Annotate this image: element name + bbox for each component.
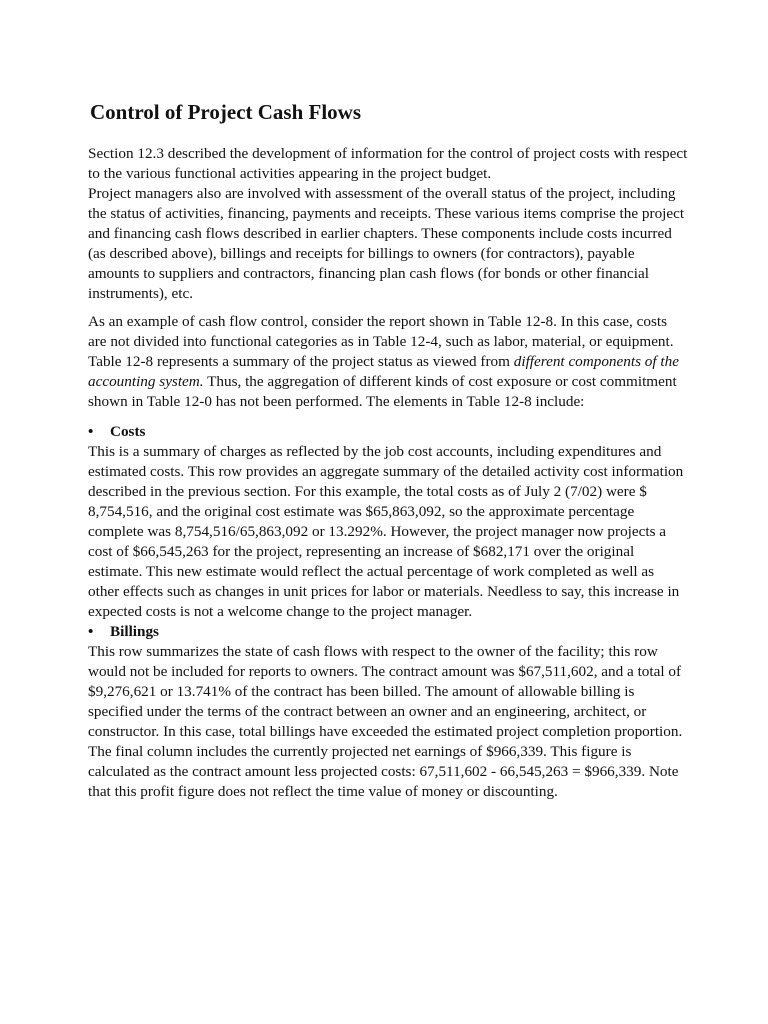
paragraph-text-after-italic: Thus, the aggregation of different kinds of cost exposure or cost commitment shown in Table 12-0 has not been performed. The elements in Table 12-8 include:	[88, 373, 677, 410]
bullet-heading-row	[88, 422, 688, 442]
bullet-billings	[88, 622, 688, 802]
document-page	[88, 98, 688, 802]
paragraph-project-status: Project managers also are involved with assessment of the overall status of the project, including the status of activities, financing, payments and receipts. These various items comprise the project and financing cash flows described in earlier chapters. These components include costs incurred (as described above), billings and receipts for billings to owners (for contractors), payable amounts to suppliers and contractors, financing plan cash flows (for bonds or other financial instruments), etc.	[88, 185, 685, 302]
paragraph-section-intro: Section 12.3 described the development of information for the control of project costs with respect to the various functional activities appearing in the project budget.	[88, 145, 688, 182]
bullet-costs	[88, 422, 688, 622]
bullet-body-costs: This is a summary of charges as reflected by the job cost accounts, including expenditures and estimated costs. This row provides an aggregate summary of the detailed activity cost information described in the previous section. For this example, the total costs as of July 2 (7/02) were $ 8,754,516, and the original cost estimate was $65,863,092, so the approximate percentage complete was 8,754,516/65,863,092 or 13.292%. However, the project manager now projects a cost of $66,545,263 for the project, representing an increase of $682,171 over the original estimate. This new estimate would reflect the actual percentage of work completed as well as other effects such as changes in unit prices for labor or materials. Needless to say, this increase in expected costs is not a welcome change to the project manager.	[88, 443, 684, 620]
bullet-body-billings: This row summarizes the state of cash flows with respect to the owner of the facility; this row would not be included for reports to owners. The contract amount was $67,511,602, and a total of $9,276,621 or 13.741% of the contract has been billed. The amount of allowable billing is specified under the terms of the contract between an owner and an engineering, architect, or constructor. In this case, total billings have exceeded the estimated project completion proportion. The final column includes the currently projected net earnings of $966,339. This figure is calculated as the contract amount less projected costs: 67,511,602 - 66,545,263 = $966,339. Note that this profit figure does not reflect the time value of money or discounting.	[88, 643, 683, 800]
bullet-marker: •	[88, 423, 94, 440]
document-title: Control of Project Cash Flows	[90, 100, 362, 124]
paragraph-italic-text: different components of the accounting system.	[88, 353, 679, 390]
bullet-heading-billings: Billings	[110, 623, 159, 640]
paragraph-text-before-italic: As an example of cash flow control, consider the report shown in Table 12-8. In this case, costs are not divided into functional categories as in Table 12-4, such as labor, material, or equipment. Table 12-8 represents a summary of the project status as viewed from	[88, 313, 674, 370]
bullet-marker: •	[88, 623, 94, 640]
bullet-heading-costs: Costs	[110, 423, 146, 440]
paragraph-cash-flow-example	[88, 312, 688, 412]
bullet-heading-row	[88, 622, 688, 642]
